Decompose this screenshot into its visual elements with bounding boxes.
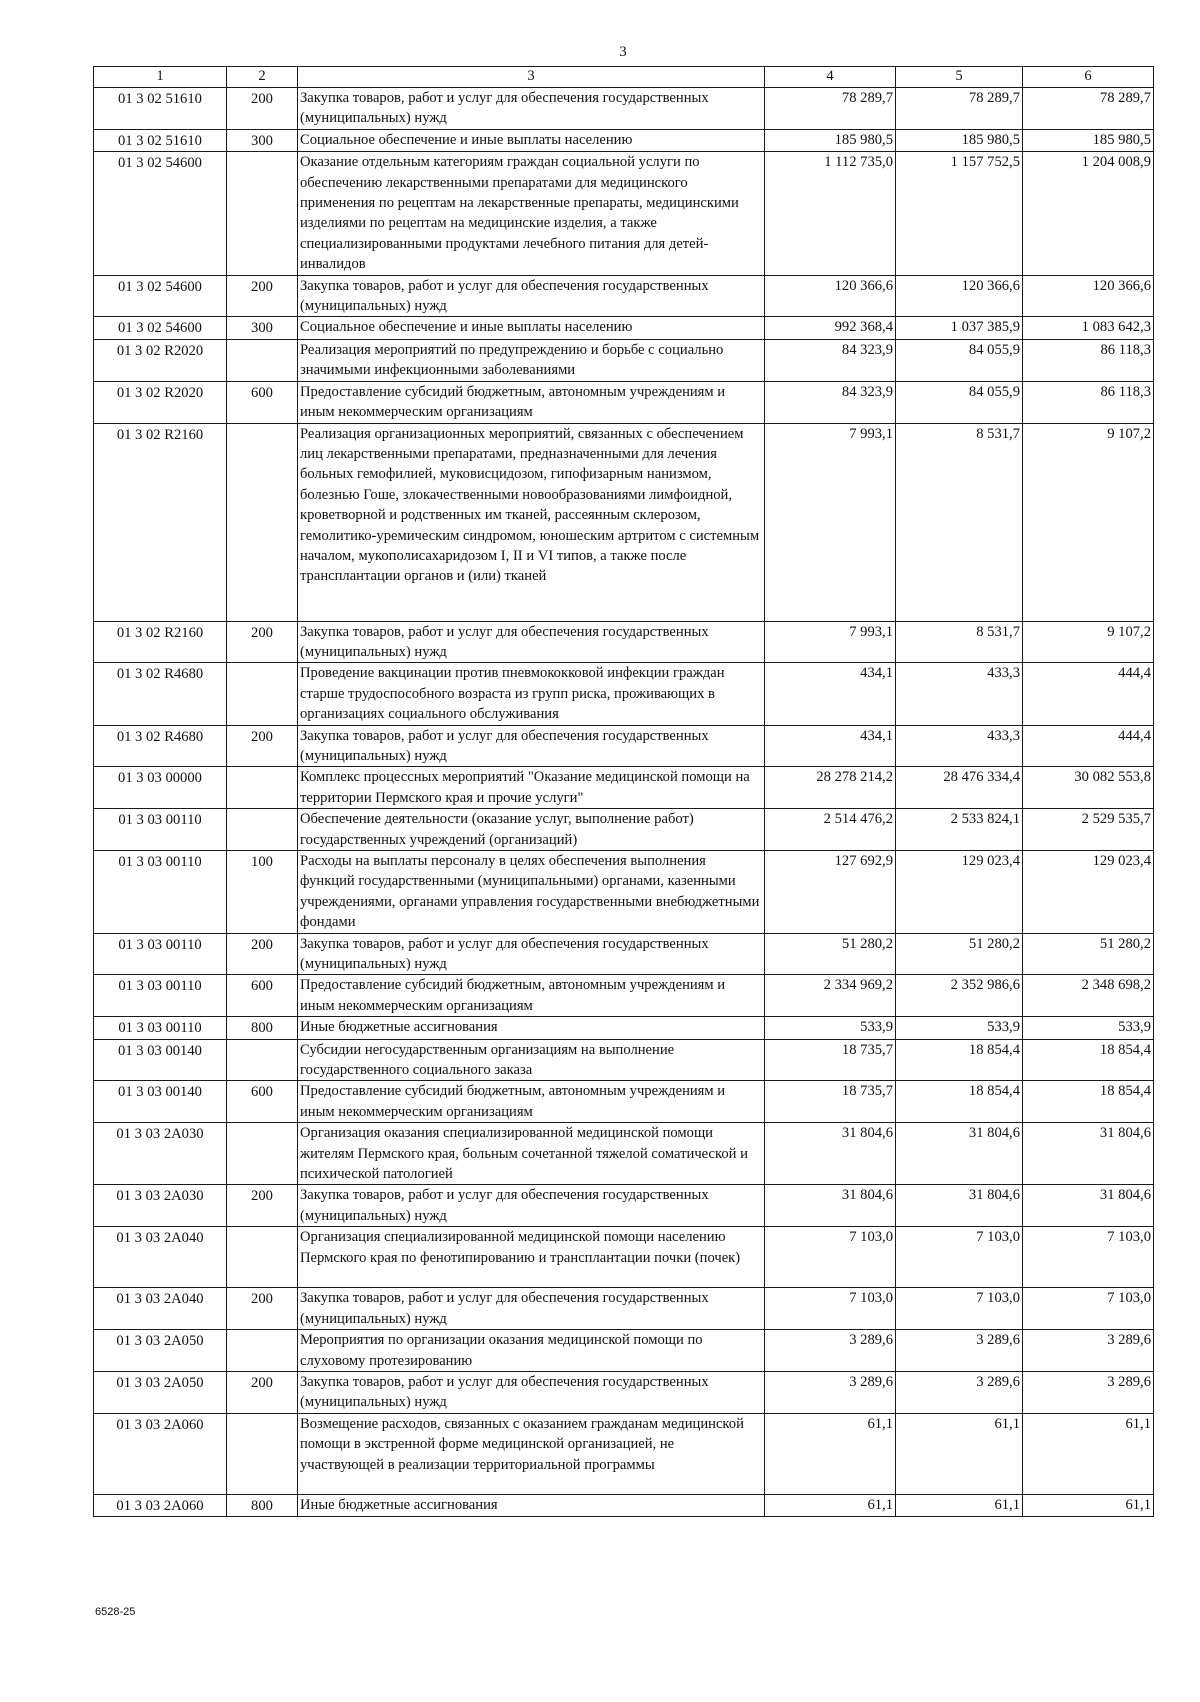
table-body <box>94 88 1154 1517</box>
header-col-6: 6 <box>1023 67 1154 88</box>
expense-type-cell: 200 <box>227 725 298 767</box>
budget-table <box>93 66 1154 1517</box>
table-row <box>94 975 1154 1017</box>
description-cell: Закупка товаров, работ и услуг для обеспечения государственных (муниципальных) нужд <box>298 1185 765 1227</box>
amount-col-6-cell: 444,4 <box>1023 663 1154 725</box>
row-code-cell: 01 3 02 51610 <box>94 88 227 130</box>
amount-col-6-cell: 9 107,2 <box>1023 423 1154 621</box>
row-code-cell: 01 3 02 54600 <box>94 152 227 275</box>
amount-col-6-cell: 86 118,3 <box>1023 339 1154 381</box>
table-row <box>94 725 1154 767</box>
amount-col-5-cell: 31 804,6 <box>896 1185 1023 1227</box>
row-code-cell: 01 3 03 00110 <box>94 933 227 975</box>
expense-type-cell <box>227 152 298 275</box>
amount-col-5-cell: 2 533 824,1 <box>896 809 1023 851</box>
amount-col-6-cell: 2 529 535,7 <box>1023 809 1154 851</box>
table-row <box>94 1227 1154 1288</box>
amount-col-5-cell: 7 103,0 <box>896 1227 1023 1288</box>
table-row <box>94 1039 1154 1081</box>
row-code-cell: 01 3 02 R4680 <box>94 725 227 767</box>
table-row <box>94 88 1154 130</box>
expense-type-cell <box>227 1330 298 1372</box>
amount-col-6-cell: 51 280,2 <box>1023 933 1154 975</box>
amount-col-4-cell: 3 289,6 <box>765 1371 896 1413</box>
table-row <box>94 663 1154 725</box>
description-cell: Закупка товаров, работ и услуг для обеспечения государственных (муниципальных) нужд <box>298 1288 765 1330</box>
expense-type-cell: 200 <box>227 933 298 975</box>
row-code-cell: 01 3 02 54600 <box>94 275 227 317</box>
table-row <box>94 1081 1154 1123</box>
row-code-cell: 01 3 03 00110 <box>94 809 227 851</box>
amount-col-5-cell: 433,3 <box>896 725 1023 767</box>
row-code-cell: 01 3 03 2А050 <box>94 1330 227 1372</box>
amount-col-5-cell: 433,3 <box>896 663 1023 725</box>
table-row <box>94 1330 1154 1372</box>
amount-col-5-cell: 1 037 385,9 <box>896 317 1023 339</box>
description-cell: Реализация организационных мероприятий, связанных с обеспечением лиц лекарственными препаратами, предназначенными для лечения больных гемофилией, муковисцидозом, гипофизарным нанизмом, болезнью Гоше, злокачественными новообразованиями лимфоидной, кроветворной и родственных им тканей, рассеянным склерозом, гемолитико-уремическим синдромом, юношеским артритом с системным началом, мукополисахаридозом I, II и VI типов, а также после трансплантации органов и (или) тканей <box>298 423 765 621</box>
row-code-cell: 01 3 03 2А050 <box>94 1371 227 1413</box>
expense-type-cell: 600 <box>227 975 298 1017</box>
amount-col-6-cell: 1 204 008,9 <box>1023 152 1154 275</box>
amount-col-5-cell: 8 531,7 <box>896 621 1023 663</box>
table-row <box>94 1185 1154 1227</box>
amount-col-4-cell: 31 804,6 <box>765 1185 896 1227</box>
description-cell: Закупка товаров, работ и услуг для обеспечения государственных (муниципальных) нужд <box>298 1371 765 1413</box>
amount-col-4-cell: 127 692,9 <box>765 850 896 933</box>
row-code-cell: 01 3 03 2А060 <box>94 1494 227 1516</box>
amount-col-5-cell: 3 289,6 <box>896 1330 1023 1372</box>
amount-col-4-cell: 18 735,7 <box>765 1039 896 1081</box>
amount-col-6-cell: 86 118,3 <box>1023 381 1154 423</box>
row-code-cell: 01 3 03 00140 <box>94 1081 227 1123</box>
amount-col-4-cell: 7 993,1 <box>765 621 896 663</box>
description-cell: Закупка товаров, работ и услуг для обеспечения государственных (муниципальных) нужд <box>298 933 765 975</box>
expense-type-cell: 200 <box>227 275 298 317</box>
table-row <box>94 1413 1154 1494</box>
description-cell: Социальное обеспечение и иные выплаты населению <box>298 129 765 151</box>
amount-col-4-cell: 61,1 <box>765 1413 896 1494</box>
row-code-cell: 01 3 02 R2160 <box>94 621 227 663</box>
description-cell: Иные бюджетные ассигнования <box>298 1494 765 1516</box>
row-code-cell: 01 3 03 00110 <box>94 1017 227 1039</box>
row-code-cell: 01 3 03 00000 <box>94 767 227 809</box>
table-row <box>94 129 1154 151</box>
header-col-3: 3 <box>298 67 765 88</box>
amount-col-6-cell: 129 023,4 <box>1023 850 1154 933</box>
row-code-cell: 01 3 03 2А030 <box>94 1123 227 1185</box>
header-col-5: 5 <box>896 67 1023 88</box>
expense-type-cell <box>227 767 298 809</box>
amount-col-6-cell: 185 980,5 <box>1023 129 1154 151</box>
amount-col-5-cell: 120 366,6 <box>896 275 1023 317</box>
table-row <box>94 1123 1154 1185</box>
amount-col-4-cell: 2 334 969,2 <box>765 975 896 1017</box>
expense-type-cell: 300 <box>227 129 298 151</box>
description-cell: Обеспечение деятельности (оказание услуг, выполнение работ) государственных учреждений (организаций) <box>298 809 765 851</box>
amount-col-6-cell: 3 289,6 <box>1023 1330 1154 1372</box>
amount-col-4-cell: 434,1 <box>765 663 896 725</box>
amount-col-4-cell: 3 289,6 <box>765 1330 896 1372</box>
amount-col-4-cell: 7 103,0 <box>765 1288 896 1330</box>
table-row <box>94 850 1154 933</box>
amount-col-4-cell: 992 368,4 <box>765 317 896 339</box>
amount-col-4-cell: 7 993,1 <box>765 423 896 621</box>
description-cell: Организация оказания специализированной медицинской помощи жителям Пермского края, больным сочетанной тяжелой соматической и психической патологией <box>298 1123 765 1185</box>
description-cell: Закупка товаров, работ и услуг для обеспечения государственных (муниципальных) нужд <box>298 725 765 767</box>
table-row <box>94 933 1154 975</box>
table-row <box>94 1371 1154 1413</box>
amount-col-4-cell: 185 980,5 <box>765 129 896 151</box>
amount-col-4-cell: 28 278 214,2 <box>765 767 896 809</box>
amount-col-5-cell: 1 157 752,5 <box>896 152 1023 275</box>
row-code-cell: 01 3 02 R2020 <box>94 381 227 423</box>
table-row <box>94 381 1154 423</box>
amount-col-5-cell: 84 055,9 <box>896 339 1023 381</box>
header-col-4: 4 <box>765 67 896 88</box>
amount-col-5-cell: 18 854,4 <box>896 1081 1023 1123</box>
expense-type-cell: 800 <box>227 1017 298 1039</box>
description-cell: Организация специализированной медицинской помощи населению Пермского края по фенотипированию и трансплантации почки (почек) <box>298 1227 765 1288</box>
amount-col-4-cell: 51 280,2 <box>765 933 896 975</box>
header-row <box>94 67 1154 88</box>
expense-type-cell <box>227 423 298 621</box>
row-code-cell: 01 3 02 R2020 <box>94 339 227 381</box>
description-cell: Оказание отдельным категориям граждан социальной услуги по обеспечению лекарственными препаратами для медицинского применения по рецептам на лекарственные препараты, медицинскими изделиями по рецептам на медицинские изделия, а также специализированными продуктами лечебного питания для детей-инвалидов <box>298 152 765 275</box>
expense-type-cell: 200 <box>227 1288 298 1330</box>
description-cell: Закупка товаров, работ и услуг для обеспечения государственных (муниципальных) нужд <box>298 88 765 130</box>
amount-col-5-cell: 51 280,2 <box>896 933 1023 975</box>
amount-col-6-cell: 30 082 553,8 <box>1023 767 1154 809</box>
table-row <box>94 809 1154 851</box>
amount-col-5-cell: 533,9 <box>896 1017 1023 1039</box>
description-cell: Иные бюджетные ассигнования <box>298 1017 765 1039</box>
expense-type-cell <box>227 1227 298 1288</box>
amount-col-6-cell: 78 289,7 <box>1023 88 1154 130</box>
row-code-cell: 01 3 03 00110 <box>94 975 227 1017</box>
amount-col-6-cell: 120 366,6 <box>1023 275 1154 317</box>
amount-col-5-cell: 31 804,6 <box>896 1123 1023 1185</box>
description-cell: Реализация мероприятий по предупреждению и борьбе с социально значимыми инфекционными заболеваниями <box>298 339 765 381</box>
row-code-cell: 01 3 03 2А040 <box>94 1288 227 1330</box>
amount-col-6-cell: 61,1 <box>1023 1413 1154 1494</box>
table-row <box>94 152 1154 275</box>
amount-col-4-cell: 84 323,9 <box>765 339 896 381</box>
description-cell: Мероприятия по организации оказания медицинской помощи по слуховому протезированию <box>298 1330 765 1372</box>
amount-col-5-cell: 18 854,4 <box>896 1039 1023 1081</box>
expense-type-cell <box>227 1039 298 1081</box>
row-code-cell: 01 3 03 00110 <box>94 850 227 933</box>
amount-col-6-cell: 444,4 <box>1023 725 1154 767</box>
description-cell: Предоставление субсидий бюджетным, автономным учреждениям и иным некоммерческим организациям <box>298 975 765 1017</box>
row-code-cell: 01 3 03 2А040 <box>94 1227 227 1288</box>
description-cell: Социальное обеспечение и иные выплаты населению <box>298 317 765 339</box>
expense-type-cell <box>227 1123 298 1185</box>
amount-col-5-cell: 61,1 <box>896 1413 1023 1494</box>
amount-col-4-cell: 18 735,7 <box>765 1081 896 1123</box>
table-row <box>94 767 1154 809</box>
row-code-cell: 01 3 03 2А060 <box>94 1413 227 1494</box>
row-code-cell: 01 3 02 R2160 <box>94 423 227 621</box>
description-cell: Закупка товаров, работ и услуг для обеспечения государственных (муниципальных) нужд <box>298 621 765 663</box>
expense-type-cell: 600 <box>227 381 298 423</box>
expense-type-cell <box>227 339 298 381</box>
table-row <box>94 1494 1154 1516</box>
amount-col-6-cell: 9 107,2 <box>1023 621 1154 663</box>
amount-col-6-cell: 7 103,0 <box>1023 1288 1154 1330</box>
amount-col-6-cell: 7 103,0 <box>1023 1227 1154 1288</box>
amount-col-5-cell: 78 289,7 <box>896 88 1023 130</box>
expense-type-cell <box>227 809 298 851</box>
amount-col-5-cell: 2 352 986,6 <box>896 975 1023 1017</box>
amount-col-6-cell: 2 348 698,2 <box>1023 975 1154 1017</box>
expense-type-cell <box>227 663 298 725</box>
amount-col-4-cell: 7 103,0 <box>765 1227 896 1288</box>
row-code-cell: 01 3 03 00140 <box>94 1039 227 1081</box>
description-cell: Расходы на выплаты персоналу в целях обеспечения выполнения функций государственными (муниципальными) органами, казенными учреждениями, органами управления государственными внебюджетными фондами <box>298 850 765 933</box>
amount-col-6-cell: 533,9 <box>1023 1017 1154 1039</box>
amount-col-4-cell: 61,1 <box>765 1494 896 1516</box>
document-code: 6528-25 <box>95 1606 136 1618</box>
expense-type-cell: 200 <box>227 1185 298 1227</box>
amount-col-4-cell: 2 514 476,2 <box>765 809 896 851</box>
amount-col-5-cell: 3 289,6 <box>896 1371 1023 1413</box>
amount-col-5-cell: 84 055,9 <box>896 381 1023 423</box>
amount-col-4-cell: 434,1 <box>765 725 896 767</box>
expense-type-cell: 200 <box>227 1371 298 1413</box>
amount-col-5-cell: 185 980,5 <box>896 129 1023 151</box>
amount-col-5-cell: 8 531,7 <box>896 423 1023 621</box>
table-row <box>94 1288 1154 1330</box>
amount-col-5-cell: 129 023,4 <box>896 850 1023 933</box>
amount-col-5-cell: 61,1 <box>896 1494 1023 1516</box>
table-row <box>94 423 1154 621</box>
description-cell: Предоставление субсидий бюджетным, автономным учреждениям и иным некоммерческим организациям <box>298 1081 765 1123</box>
amount-col-6-cell: 3 289,6 <box>1023 1371 1154 1413</box>
expense-type-cell <box>227 1413 298 1494</box>
description-cell: Закупка товаров, работ и услуг для обеспечения государственных (муниципальных) нужд <box>298 275 765 317</box>
amount-col-6-cell: 18 854,4 <box>1023 1081 1154 1123</box>
amount-col-6-cell: 18 854,4 <box>1023 1039 1154 1081</box>
amount-col-6-cell: 31 804,6 <box>1023 1185 1154 1227</box>
expense-type-cell: 300 <box>227 317 298 339</box>
table-row <box>94 621 1154 663</box>
description-cell: Субсидии негосударственным организациям на выполнение государственного социального заказа <box>298 1039 765 1081</box>
page-number: 3 <box>619 44 627 60</box>
description-cell: Проведение вакцинации против пневмококковой инфекции граждан старше трудоспособного возраста из групп риска, проживающих в организациях социального обслуживания <box>298 663 765 725</box>
amount-col-5-cell: 28 476 334,4 <box>896 767 1023 809</box>
description-cell: Комплекс процессных мероприятий "Оказание медицинской помощи на территории Пермского края и прочие услуги" <box>298 767 765 809</box>
expense-type-cell: 600 <box>227 1081 298 1123</box>
amount-col-6-cell: 1 083 642,3 <box>1023 317 1154 339</box>
description-cell: Предоставление субсидий бюджетным, автономным учреждениям и иным некоммерческим организациям <box>298 381 765 423</box>
table-row <box>94 275 1154 317</box>
amount-col-4-cell: 533,9 <box>765 1017 896 1039</box>
header-col-2: 2 <box>227 67 298 88</box>
table-row <box>94 317 1154 339</box>
amount-col-4-cell: 78 289,7 <box>765 88 896 130</box>
row-code-cell: 01 3 02 54600 <box>94 317 227 339</box>
expense-type-cell: 200 <box>227 88 298 130</box>
row-code-cell: 01 3 02 51610 <box>94 129 227 151</box>
expense-type-cell: 800 <box>227 1494 298 1516</box>
amount-col-4-cell: 31 804,6 <box>765 1123 896 1185</box>
row-code-cell: 01 3 03 2А030 <box>94 1185 227 1227</box>
amount-col-6-cell: 31 804,6 <box>1023 1123 1154 1185</box>
amount-col-5-cell: 7 103,0 <box>896 1288 1023 1330</box>
table-row <box>94 1017 1154 1039</box>
amount-col-4-cell: 84 323,9 <box>765 381 896 423</box>
amount-col-4-cell: 120 366,6 <box>765 275 896 317</box>
expense-type-cell: 200 <box>227 621 298 663</box>
row-code-cell: 01 3 02 R4680 <box>94 663 227 725</box>
expense-type-cell: 100 <box>227 850 298 933</box>
table-row <box>94 339 1154 381</box>
description-cell: Возмещение расходов, связанных с оказанием гражданам медицинской помощи в экстренной форме медицинской организацией, не участвующей в реализации территориальной программы <box>298 1413 765 1494</box>
amount-col-6-cell: 61,1 <box>1023 1494 1154 1516</box>
amount-col-4-cell: 1 112 735,0 <box>765 152 896 275</box>
header-col-1: 1 <box>94 67 227 88</box>
